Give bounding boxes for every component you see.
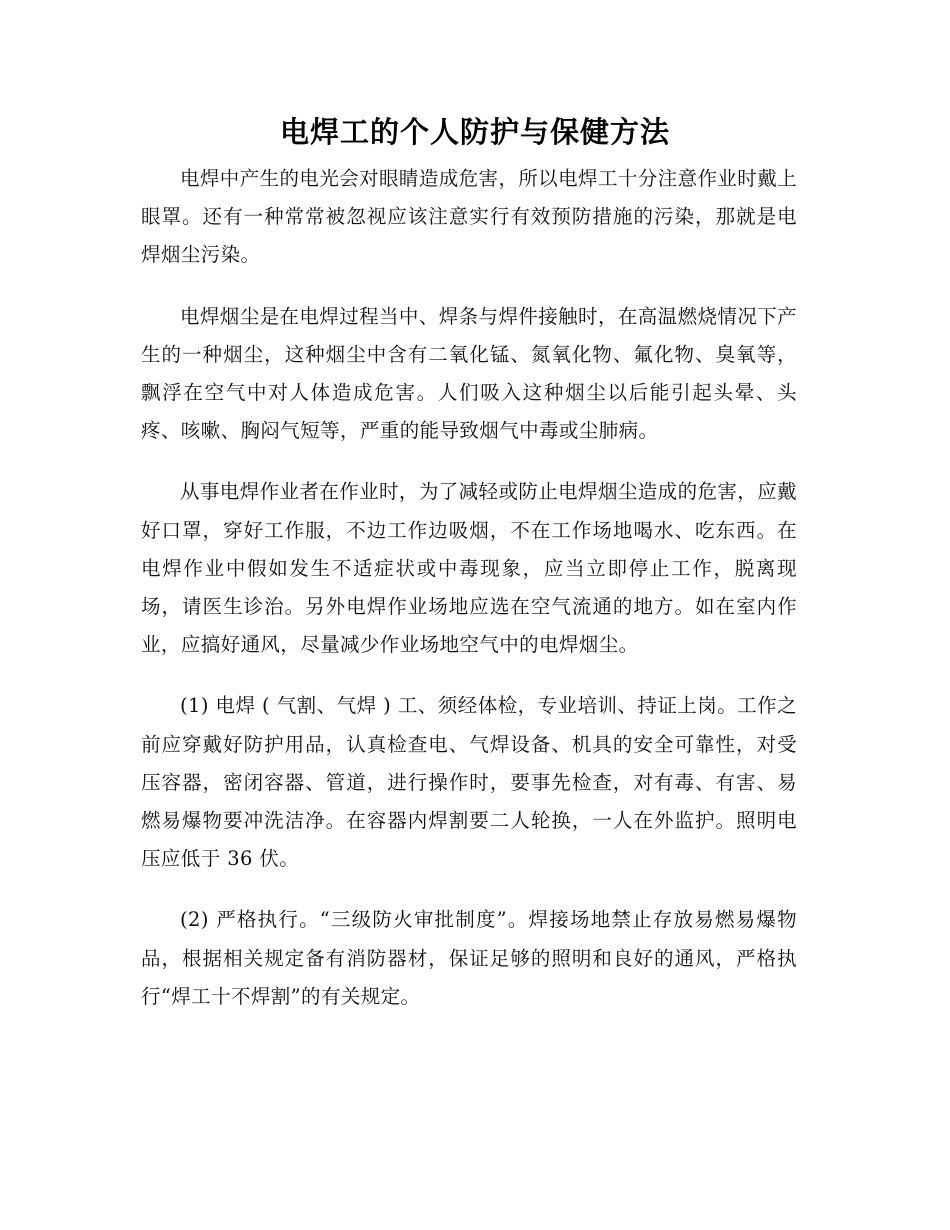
paragraph-4: (1) 电焊 ( 气割、气焊 ) 工、须经体检，专业培训、持证上岗。工作之前应穿戴好防护用品，认真检查电、气焊设备、机具的安全可靠性，对受压容器，密闭容器、管道，进行操作时，要事先检查，对有毒、有害、易燃易爆物要冲洗洁净。在容器内焊割要二人轮换，一人在外监护。照明电压应低于 36 伏。 [141, 694, 797, 871]
paragraph-5: (2) 严格执行。“三级防火审批制度”。焊接场地禁止存放易燃易爆物品，根据相关规定备有消防器材，保证足够的照明和良好的通风，严格执行“焊工十不焊割”的有关规定。 [141, 908, 797, 1008]
paragraph-2: 电焊烟尘是在电焊过程当中、焊条与焊件接触时，在高温燃烧情况下产生的一种烟尘，这种烟尘中含有二氧化锰、氮氧化物、氟化物、臭氧等，飘浮在空气中对人体造成危害。人们吸入这种烟尘以后能引起头晕、头疼、咳嗽、胸闷气短等，严重的能导致烟气中毒或尘肺病。 [141, 304, 797, 443]
document-title: 电焊工的个人防护与保健方法 [279, 115, 670, 149]
paragraph-3: 从事电焊作业者在作业时，为了减轻或防止电焊烟尘造成的危害，应戴好口罩，穿好工作服，不边工作边吸烟，不在工作场地喝水、吃东西。在电焊作业中假如发生不适症状或中毒现象，应当立即停止工作，脱离现场，请医生诊治。另外电焊作业场地应选在空气流通的地方。如在室内作业，应搞好通风，尽量减少作业场地空气中的电焊烟尘。 [141, 480, 797, 657]
paragraph-1: 电焊中产生的电光会对眼睛造成危害，所以电焊工十分注意作业时戴上眼罩。还有一种常常被忽视应该注意实行有效预防措施的污染，那就是电焊烟尘污染。 [141, 167, 797, 267]
document-body [141, 160, 797, 1039]
